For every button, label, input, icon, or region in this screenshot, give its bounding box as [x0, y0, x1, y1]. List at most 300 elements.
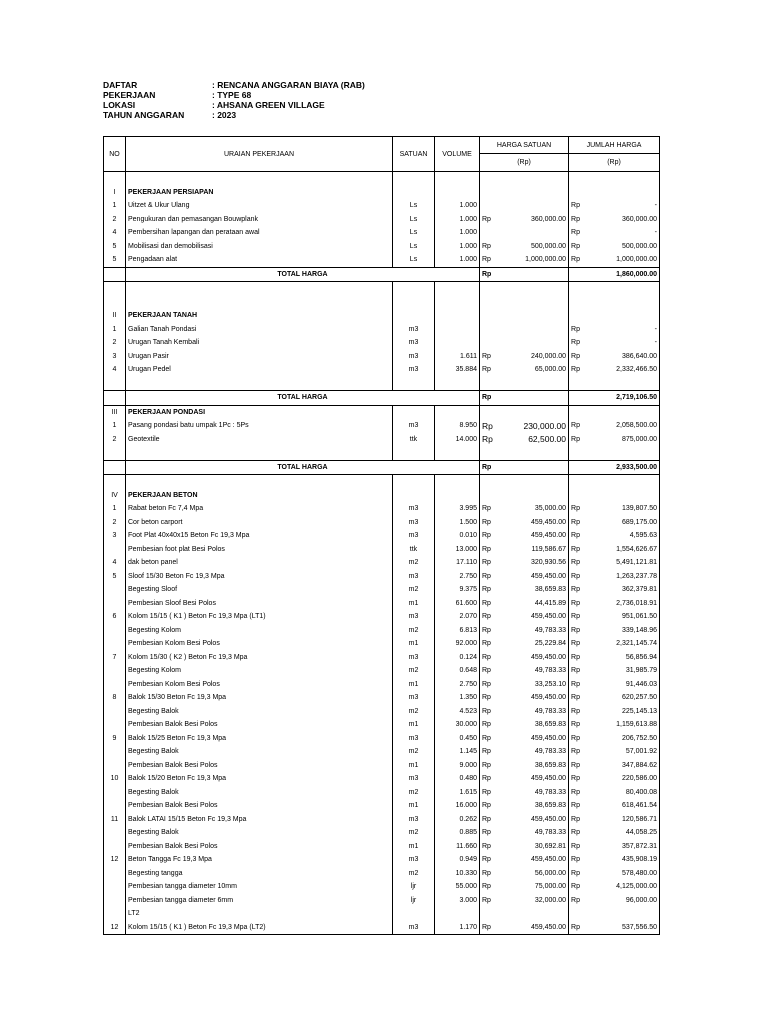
- blank-row: [104, 172, 660, 186]
- empty-cell: [393, 309, 435, 323]
- item-volume: 1.000: [435, 199, 480, 213]
- total-price-value: 2,736,018.91: [583, 597, 660, 611]
- item-volume: 1.000: [435, 240, 480, 254]
- unit-price-currency: Rp: [480, 570, 494, 584]
- unit-price-currency: Rp: [480, 610, 494, 624]
- item-row: [104, 597, 660, 611]
- total-price-value: 80,400.08: [583, 786, 660, 800]
- total-price-currency: Rp: [569, 213, 583, 227]
- item-row: [104, 921, 660, 935]
- item-unit: m3: [393, 853, 435, 867]
- item-description: Begesting Sloof: [126, 583, 393, 597]
- item-volume: 1.500: [435, 516, 480, 530]
- item-row: [104, 336, 660, 350]
- total-price-currency: Rp: [569, 597, 583, 611]
- item-number: 1: [104, 323, 126, 337]
- empty-cell: [494, 446, 569, 460]
- total-price-currency: Rp: [569, 253, 583, 267]
- total-price-value: 689,175.00: [583, 516, 660, 530]
- unit-price-currency: Rp: [480, 253, 494, 267]
- empty-cell: [480, 172, 494, 186]
- rab-table: [103, 136, 660, 935]
- empty-cell: [104, 377, 126, 391]
- unit-price-value: 459,450.00: [494, 921, 569, 935]
- item-unit: m3: [393, 570, 435, 584]
- total-price-value: 537,556.50: [583, 921, 660, 935]
- item-unit: m1: [393, 597, 435, 611]
- empty-cell: [126, 446, 393, 460]
- item-number: 3: [104, 350, 126, 364]
- empty-cell: [494, 377, 569, 391]
- empty-cell: [569, 267, 583, 282]
- empty-cell: [494, 186, 569, 200]
- item-description: Pembesian tangga diameter 6mm: [126, 894, 393, 908]
- unit-price-value: 360,000.00: [494, 213, 569, 227]
- item-unit: m3: [393, 350, 435, 364]
- empty-cell: [126, 172, 393, 186]
- empty-cell: [569, 391, 583, 406]
- empty-cell: [569, 489, 583, 503]
- item-row: [104, 516, 660, 530]
- item-number: 2: [104, 516, 126, 530]
- empty-cell: [494, 172, 569, 186]
- item-row: [104, 529, 660, 543]
- empty-cell: [569, 309, 583, 323]
- item-number: 1: [104, 419, 126, 433]
- item-description: Pasang pondasi batu umpak 1Pc : 5Ps: [126, 419, 393, 433]
- total-price-currency: Rp: [569, 813, 583, 827]
- unit-price-value: 49,783.33: [494, 664, 569, 678]
- item-row: [104, 745, 660, 759]
- empty-cell: [569, 296, 583, 310]
- item-volume: 0.010: [435, 529, 480, 543]
- item-number: [104, 759, 126, 773]
- item-description: Pembesian Kolom Besi Polos: [126, 678, 393, 692]
- item-description: Geotextile: [126, 433, 393, 447]
- item-number: [104, 705, 126, 719]
- item-row: [104, 813, 660, 827]
- item-number: [104, 907, 126, 921]
- unit-price-value: 62,500.00: [494, 433, 569, 447]
- total-price-currency: Rp: [569, 880, 583, 894]
- empty-cell: [480, 186, 494, 200]
- empty-cell: [494, 460, 569, 475]
- item-row: [104, 556, 660, 570]
- empty-cell: [104, 296, 126, 310]
- header-value: : RENCANA ANGGARAN BIAYA (RAB): [212, 80, 365, 90]
- item-number: 8: [104, 691, 126, 705]
- empty-cell: [494, 391, 569, 406]
- empty-cell: [494, 475, 569, 489]
- item-number: 5: [104, 570, 126, 584]
- total-price-currency: Rp: [569, 570, 583, 584]
- total-value: 1,860,000.00: [583, 267, 660, 282]
- total-price-currency: Rp: [569, 651, 583, 665]
- item-row: [104, 543, 660, 557]
- col-jumlah-harga-header: JUMLAH HARGA: [569, 137, 660, 154]
- col-no-header: NO: [104, 137, 126, 172]
- item-number: 1: [104, 502, 126, 516]
- unit-price-currency: Rp: [480, 853, 494, 867]
- empty-cell: [393, 172, 435, 186]
- unit-price-currency: Rp: [480, 705, 494, 719]
- item-volume: 0.480: [435, 772, 480, 786]
- item-number: [104, 745, 126, 759]
- empty-cell: [126, 296, 393, 310]
- unit-price-value: 44,415.89: [494, 597, 569, 611]
- item-row: [104, 907, 660, 921]
- item-number: [104, 799, 126, 813]
- empty-cell: [583, 172, 660, 186]
- empty-cell: [435, 282, 480, 296]
- item-volume: 1.000: [435, 213, 480, 227]
- total-price-currency: Rp: [569, 853, 583, 867]
- header-key: LOKASI: [103, 100, 136, 110]
- unit-price-currency: Rp: [480, 894, 494, 908]
- item-volume: 14.000: [435, 433, 480, 447]
- total-price-value: 2,058,500.00: [583, 419, 660, 433]
- col-harga-satuan-header: HARGA SATUAN: [480, 137, 569, 154]
- empty-cell: [480, 489, 494, 503]
- item-unit: m2: [393, 583, 435, 597]
- unit-price-currency: Rp: [480, 840, 494, 854]
- unit-price-currency: Rp: [480, 826, 494, 840]
- total-price-currency: Rp: [569, 433, 583, 447]
- empty-cell: [435, 186, 480, 200]
- unit-price-value: 459,450.00: [494, 732, 569, 746]
- empty-cell: [569, 475, 583, 489]
- item-row: [104, 363, 660, 377]
- item-volume: 35.884: [435, 363, 480, 377]
- item-unit: m3: [393, 529, 435, 543]
- item-number: [104, 543, 126, 557]
- empty-cell: [393, 377, 435, 391]
- empty-cell: [435, 446, 480, 460]
- empty-cell: [393, 186, 435, 200]
- item-description: Kolom 15/15 ( K1 ) Beton Fc 19,3 Mpa (LT1): [126, 610, 393, 624]
- blank-row: [104, 296, 660, 310]
- section-number: III: [104, 405, 126, 419]
- document-header: [103, 80, 365, 120]
- empty-cell: [435, 172, 480, 186]
- item-volume: 1.611: [435, 350, 480, 364]
- header-row: [103, 110, 365, 120]
- item-number: 1: [104, 199, 126, 213]
- unit-price-value: 459,450.00: [494, 570, 569, 584]
- item-description: Pembersihan lapangan dan perataan awal: [126, 226, 393, 240]
- section-title: PEKERJAAN PONDASI: [126, 405, 393, 419]
- item-row: [104, 637, 660, 651]
- unit-price-currency: Rp: [480, 529, 494, 543]
- unit-price-value: 459,450.00: [494, 813, 569, 827]
- item-number: [104, 786, 126, 800]
- total-price-value: 347,884.62: [583, 759, 660, 773]
- unit-price-value: 35,000.00: [494, 502, 569, 516]
- item-row: [104, 583, 660, 597]
- empty-cell: [583, 309, 660, 323]
- empty-cell: [393, 475, 435, 489]
- empty-cell: [480, 405, 494, 419]
- unit-price-currency: Rp: [480, 556, 494, 570]
- total-label: TOTAL HARGA: [126, 460, 480, 475]
- col-harga-satuan-unit: (Rp): [480, 154, 569, 172]
- unit-price-currency: Rp: [480, 691, 494, 705]
- item-row: [104, 894, 660, 908]
- item-unit: Ls: [393, 253, 435, 267]
- total-price-value: 578,480.00: [583, 867, 660, 881]
- unit-price-value: 65,000.00: [494, 363, 569, 377]
- empty-cell: [583, 296, 660, 310]
- item-number: [104, 597, 126, 611]
- empty-cell: [393, 446, 435, 460]
- total-price-value: -: [583, 323, 660, 337]
- section-number: IV: [104, 489, 126, 503]
- empty-cell: [494, 309, 569, 323]
- blank-row: [104, 282, 660, 296]
- unit-price-currency: Rp: [480, 597, 494, 611]
- item-description: Urugan Pedel: [126, 363, 393, 377]
- item-volume: [435, 907, 480, 921]
- unit-price-currency: Rp: [480, 637, 494, 651]
- item-volume: 1.000: [435, 226, 480, 240]
- item-unit: m1: [393, 799, 435, 813]
- item-unit: m3: [393, 419, 435, 433]
- total-price-value: -: [583, 336, 660, 350]
- item-volume: 17.110: [435, 556, 480, 570]
- item-volume: 92.000: [435, 637, 480, 651]
- item-description: Pembesian Balok Besi Polos: [126, 759, 393, 773]
- item-unit: m1: [393, 759, 435, 773]
- item-number: 9: [104, 732, 126, 746]
- item-number: [104, 624, 126, 638]
- item-row: [104, 853, 660, 867]
- item-row: [104, 691, 660, 705]
- item-row: [104, 678, 660, 692]
- section-row: [104, 186, 660, 200]
- header-key: PEKERJAAN: [103, 90, 156, 100]
- item-unit: m3: [393, 732, 435, 746]
- empty-cell: [494, 296, 569, 310]
- item-volume: 10.330: [435, 867, 480, 881]
- unit-price-value: 119,586.67: [494, 543, 569, 557]
- item-unit: m3: [393, 363, 435, 377]
- total-price-currency: Rp: [569, 759, 583, 773]
- total-price-value: 360,000.00: [583, 213, 660, 227]
- item-unit: m1: [393, 637, 435, 651]
- total-price-currency: Rp: [569, 786, 583, 800]
- item-unit: m2: [393, 664, 435, 678]
- unit-price-currency: [480, 199, 494, 213]
- total-price-value: 386,640.00: [583, 350, 660, 364]
- total-value: 2,719,106.50: [583, 391, 660, 406]
- item-row: [104, 705, 660, 719]
- item-number: [104, 718, 126, 732]
- unit-price-value: 75,000.00: [494, 880, 569, 894]
- total-price-currency: Rp: [569, 732, 583, 746]
- item-number: 12: [104, 921, 126, 935]
- unit-price-value: 459,450.00: [494, 853, 569, 867]
- col-jumlah-harga-unit: (Rp): [569, 154, 660, 172]
- col-satuan-header: SATUAN: [393, 137, 435, 172]
- empty-cell: [583, 446, 660, 460]
- item-row: [104, 799, 660, 813]
- unit-price-value: [494, 336, 569, 350]
- total-price-currency: [569, 907, 583, 921]
- unit-price-currency: Rp: [480, 213, 494, 227]
- header-value: : 2023: [212, 110, 237, 120]
- total-price-currency: Rp: [569, 840, 583, 854]
- item-unit: m2: [393, 705, 435, 719]
- item-volume: 16.000: [435, 799, 480, 813]
- item-description: Kolom 15/15 ( K1 ) Beton Fc 19,3 Mpa (LT2): [126, 921, 393, 935]
- unit-price-value: [494, 907, 569, 921]
- unit-price-value: 56,000.00: [494, 867, 569, 881]
- item-unit: m2: [393, 826, 435, 840]
- item-unit: m3: [393, 691, 435, 705]
- empty-cell: [583, 282, 660, 296]
- header-row: [103, 80, 365, 90]
- section-number: I: [104, 186, 126, 200]
- unit-price-currency: Rp: [480, 759, 494, 773]
- unit-price-currency: Rp: [480, 363, 494, 377]
- empty-cell: [569, 172, 583, 186]
- total-price-value: 206,752.50: [583, 732, 660, 746]
- item-number: [104, 826, 126, 840]
- rab-table-body: [104, 172, 660, 935]
- item-row: [104, 664, 660, 678]
- empty-cell: [569, 405, 583, 419]
- empty-cell: [435, 475, 480, 489]
- section-row: [104, 405, 660, 419]
- empty-cell: [126, 475, 393, 489]
- total-price-currency: Rp: [569, 894, 583, 908]
- item-description: Balok 15/25 Beton Fc 19,3 Mpa: [126, 732, 393, 746]
- item-row: [104, 502, 660, 516]
- item-row: [104, 213, 660, 227]
- item-row: [104, 624, 660, 638]
- blank-row: [104, 377, 660, 391]
- unit-price-currency: Rp: [480, 419, 494, 433]
- unit-price-value: [494, 323, 569, 337]
- item-row: [104, 718, 660, 732]
- item-description: Cor beton carport: [126, 516, 393, 530]
- total-row: [104, 267, 660, 282]
- unit-price-value: [494, 199, 569, 213]
- item-row: [104, 323, 660, 337]
- unit-price-currency: Rp: [480, 624, 494, 638]
- empty-cell: [435, 405, 480, 419]
- item-unit: ttk: [393, 433, 435, 447]
- col-volume-header: VOLUME: [435, 137, 480, 172]
- item-number: 4: [104, 363, 126, 377]
- item-unit: m2: [393, 556, 435, 570]
- item-description: Begesting tangga: [126, 867, 393, 881]
- unit-price-currency: Rp: [480, 583, 494, 597]
- total-price-value: 56,856.94: [583, 651, 660, 665]
- total-price-currency: Rp: [569, 556, 583, 570]
- total-currency: Rp: [480, 460, 494, 475]
- total-row: [104, 391, 660, 406]
- item-number: 2: [104, 213, 126, 227]
- empty-cell: [435, 377, 480, 391]
- empty-cell: [435, 309, 480, 323]
- item-number: 3: [104, 529, 126, 543]
- empty-cell: [494, 489, 569, 503]
- total-price-value: 1,000,000.00: [583, 253, 660, 267]
- item-number: 11: [104, 813, 126, 827]
- item-row: [104, 772, 660, 786]
- item-volume: 30.000: [435, 718, 480, 732]
- total-price-currency: Rp: [569, 921, 583, 935]
- item-number: 5: [104, 253, 126, 267]
- unit-price-value: 1,000,000.00: [494, 253, 569, 267]
- item-volume: [435, 323, 480, 337]
- item-description: Pengadaan alat: [126, 253, 393, 267]
- total-price-currency: Rp: [569, 336, 583, 350]
- item-volume: 1.145: [435, 745, 480, 759]
- header-key: DAFTAR: [103, 80, 138, 90]
- unit-price-currency: Rp: [480, 732, 494, 746]
- total-price-value: 875,000.00: [583, 433, 660, 447]
- item-number: [104, 664, 126, 678]
- total-price-currency: Rp: [569, 691, 583, 705]
- empty-cell: [480, 282, 494, 296]
- item-number: [104, 637, 126, 651]
- total-price-currency: Rp: [569, 664, 583, 678]
- item-volume: 9.375: [435, 583, 480, 597]
- total-price-currency: Rp: [569, 502, 583, 516]
- empty-cell: [104, 475, 126, 489]
- item-row: [104, 199, 660, 213]
- item-unit: m3: [393, 921, 435, 935]
- item-description: Beton Tangga Fc 19,3 Mpa: [126, 853, 393, 867]
- item-unit: m3: [393, 813, 435, 827]
- item-description: Rabat beton Fc 7,4 Mpa: [126, 502, 393, 516]
- item-description: Sloof 15/30 Beton Fc 19,3 Mpa: [126, 570, 393, 584]
- item-row: [104, 786, 660, 800]
- item-description: Urugan Pasir: [126, 350, 393, 364]
- total-price-value: 57,001.92: [583, 745, 660, 759]
- empty-cell: [583, 405, 660, 419]
- unit-price-value: 38,659.83: [494, 759, 569, 773]
- total-price-value: 1,263,237.78: [583, 570, 660, 584]
- total-currency: Rp: [480, 391, 494, 406]
- total-price-currency: Rp: [569, 826, 583, 840]
- item-volume: 2.750: [435, 678, 480, 692]
- total-label: TOTAL HARGA: [126, 391, 480, 406]
- total-price-currency: Rp: [569, 718, 583, 732]
- unit-price-currency: Rp: [480, 880, 494, 894]
- item-description: Balok 15/30 Beton Fc 19,3 Mpa: [126, 691, 393, 705]
- col-uraian-header: URAIAN PEKERJAAN: [126, 137, 393, 172]
- item-unit: m3: [393, 651, 435, 665]
- total-price-value: 44,058.25: [583, 826, 660, 840]
- total-price-currency: Rp: [569, 624, 583, 638]
- total-price-currency: Rp: [569, 799, 583, 813]
- item-description: Pembesian Kolom Besi Polos: [126, 637, 393, 651]
- item-description: LT2: [126, 907, 393, 921]
- empty-cell: [583, 186, 660, 200]
- unit-price-value: 30,692.81: [494, 840, 569, 854]
- unit-price-value: 32,000.00: [494, 894, 569, 908]
- total-price-value: 5,491,121.81: [583, 556, 660, 570]
- item-row: [104, 570, 660, 584]
- unit-price-currency: Rp: [480, 516, 494, 530]
- empty-cell: [569, 282, 583, 296]
- unit-price-currency: [480, 323, 494, 337]
- item-volume: 2.750: [435, 570, 480, 584]
- total-price-currency: Rp: [569, 529, 583, 543]
